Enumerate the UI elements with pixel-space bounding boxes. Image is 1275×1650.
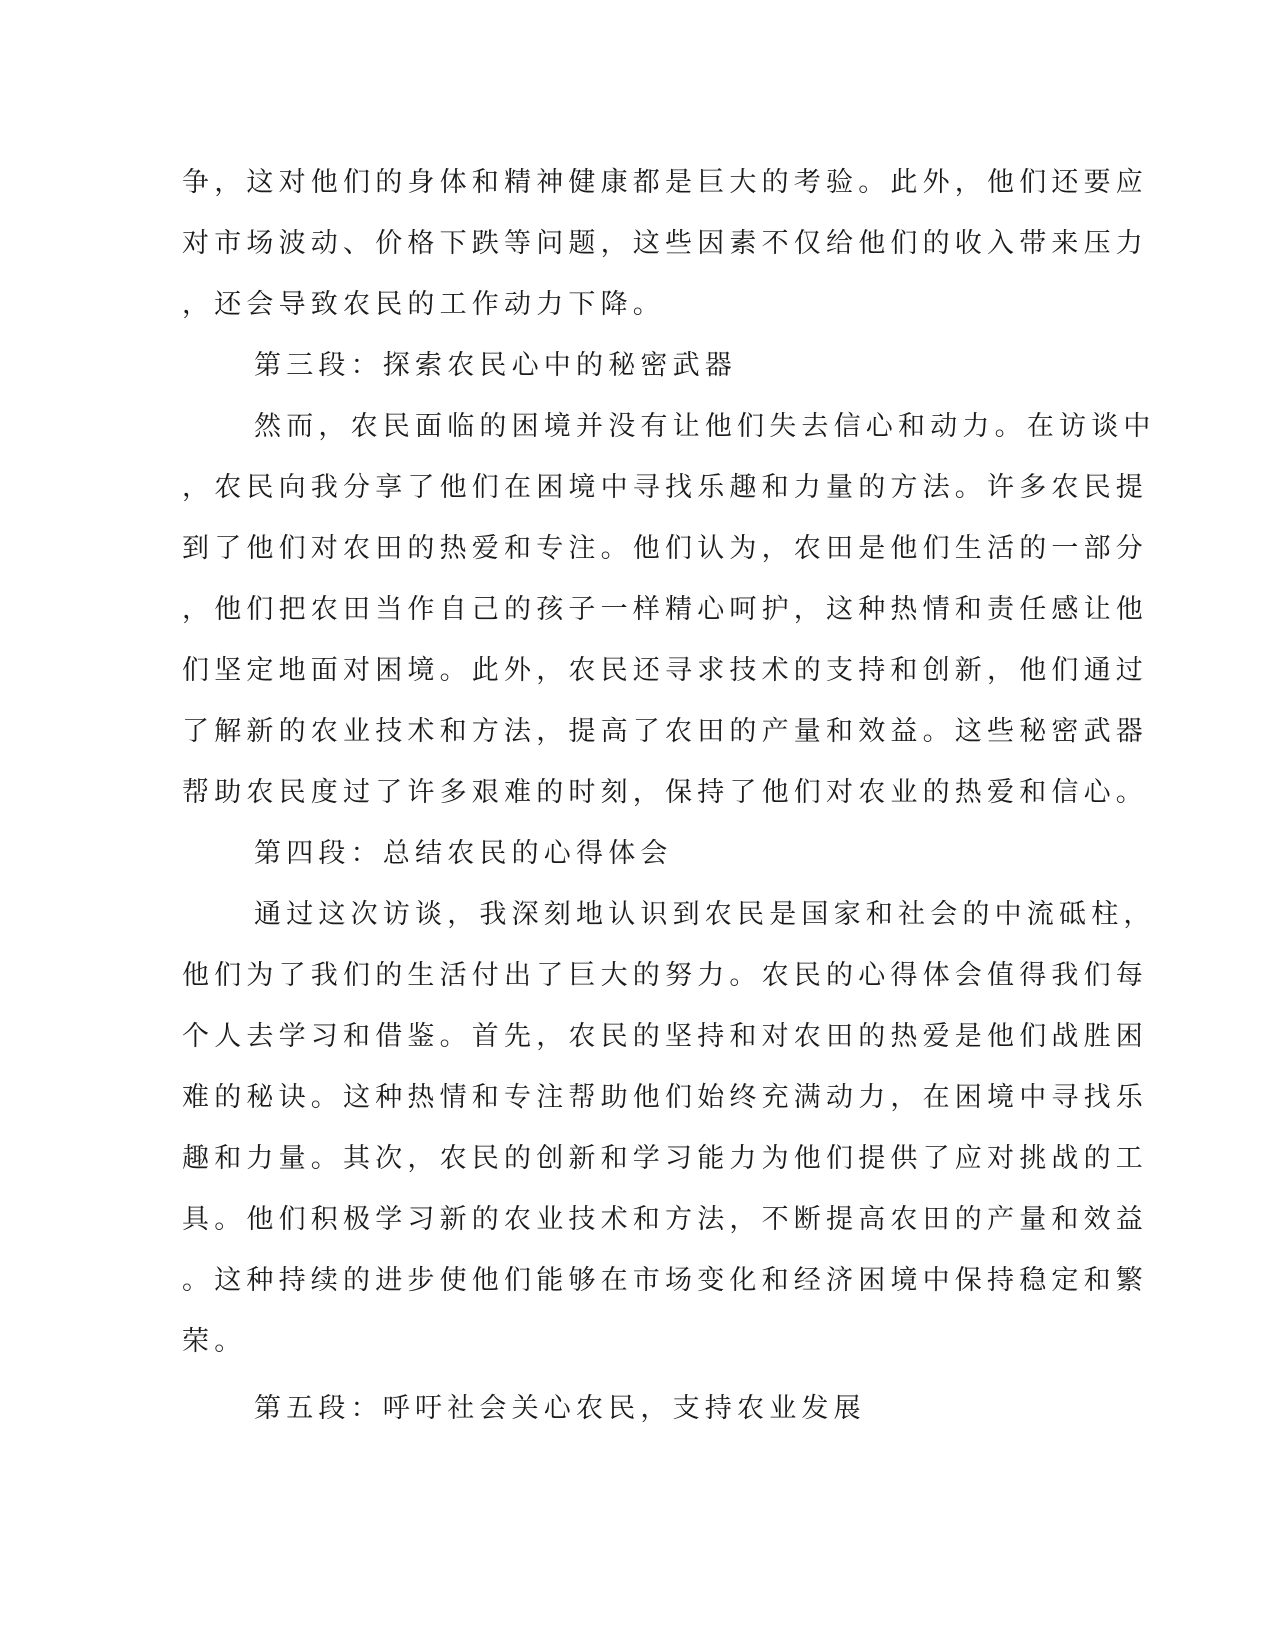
- paragraph-intro-tail: [182, 152, 1148, 335]
- text-line: 然而，农民面临的困境并没有让他们失去信心和动力。在访谈中: [254, 411, 1156, 442]
- paragraph-4: [182, 884, 1156, 1372]
- text-line: 个人去学习和借鉴。首先，农民的坚持和对农田的热爱是他们战胜困: [182, 1021, 1148, 1052]
- text-line: 争，这对他们的身体和精神健康都是巨大的考验。此外，他们还要应: [182, 167, 1148, 198]
- text-line: 具。他们积极学习新的农业技术和方法，不断提高农田的产量和效益: [182, 1204, 1148, 1235]
- text-line: 通过这次访谈，我深刻地认识到农民是国家和社会的中流砥柱，: [254, 899, 1156, 930]
- section-heading-3: 第三段：探索农民心中的秘密武器: [254, 350, 737, 381]
- text-line: 了解新的农业技术和方法，提高了农田的产量和效益。这些秘密武器: [182, 716, 1148, 747]
- section-heading-4: 第四段：总结农民的心得体会: [254, 838, 673, 869]
- text-line: 到了他们对农田的热爱和专注。他们认为，农田是他们生活的一部分: [182, 533, 1148, 564]
- text-line: 荣。: [182, 1326, 247, 1357]
- text-line: 。这种持续的进步使他们能够在市场变化和经济困境中保持稳定和繁: [182, 1265, 1148, 1296]
- text-line: ，农民向我分享了他们在困境中寻找乐趣和力量的方法。许多农民提: [182, 472, 1148, 503]
- text-line: 对市场波动、价格下跌等问题，这些因素不仅给他们的收入带来压力: [182, 228, 1148, 259]
- text-line: 帮助农民度过了许多艰难的时刻，保持了他们对农业的热爱和信心。: [182, 777, 1148, 808]
- text-line: 们坚定地面对困境。此外，农民还寻求技术的支持和创新，他们通过: [182, 655, 1148, 686]
- paragraph-3: [182, 396, 1156, 823]
- text-line: ，还会导致农民的工作动力下降。: [182, 289, 665, 320]
- text-line: 他们为了我们的生活付出了巨大的努力。农民的心得体会值得我们每: [182, 960, 1148, 991]
- text-line: 趣和力量。其次，农民的创新和学习能力为他们提供了应对挑战的工: [182, 1143, 1148, 1174]
- text-line: ，他们把农田当作自己的孩子一样精心呵护，这种热情和责任感让他: [182, 594, 1148, 625]
- section-heading-5: 第五段：呼吁社会关心农民，支持农业发展: [254, 1393, 866, 1424]
- text-line: 难的秘诀。这种热情和专注帮助他们始终充满动力，在困境中寻找乐: [182, 1082, 1148, 1113]
- document-page: [182, 152, 1156, 1439]
